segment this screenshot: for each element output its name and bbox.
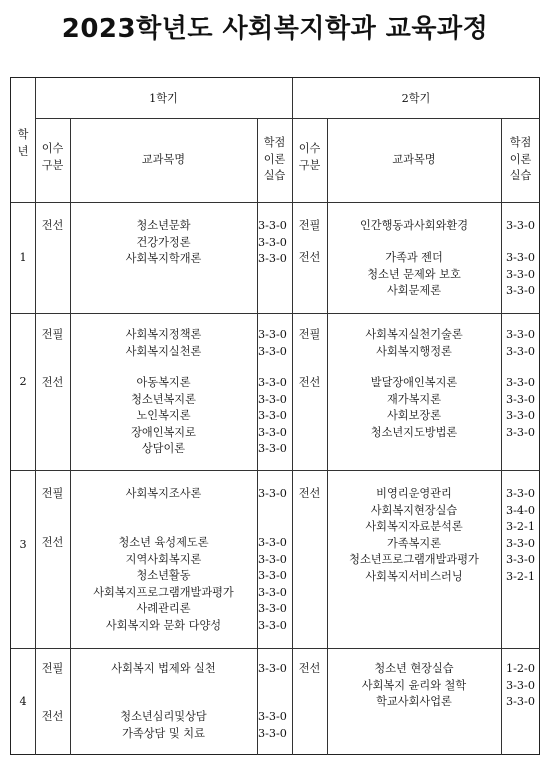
credit-list: [501, 486, 540, 585]
course-type: 전선: [298, 376, 321, 389]
course-name: 노인복지론: [136, 409, 191, 422]
course-name: 사회복지실천기술론: [365, 328, 463, 341]
course-name: 발달장애인복지론: [370, 376, 458, 389]
year-column-header: 학 년: [17, 128, 29, 158]
course-credit: 3-3-0: [506, 219, 535, 232]
course-list: [70, 218, 257, 268]
course-type: 전필: [41, 328, 64, 341]
course-name: 청소년 현장실습: [374, 662, 454, 675]
course-name: 장애인복지로: [131, 425, 196, 439]
course-name: 사회복지행정론: [376, 344, 452, 358]
course-name: 건강가정론: [136, 235, 191, 249]
course-credit: 3-4-0: [506, 503, 535, 517]
column-divider: [35, 78, 36, 755]
course-name: 사회복지와 문화 다양성: [105, 618, 222, 632]
course-credit: 3-3-0: [258, 552, 287, 566]
course-credit: 3-3-0: [506, 251, 535, 264]
course-name: 사회복지학개론: [125, 252, 202, 265]
course-name: 청소년 육성제도론: [118, 536, 209, 549]
page-title: 2023학년도 사회복지학과 교육과정: [61, 14, 489, 44]
year-divider: [11, 470, 540, 471]
course-name: 청소년활동: [136, 569, 191, 582]
course-credit: 3-3-0: [506, 695, 535, 708]
course-name: 사회복지프로그램개발과평가: [93, 585, 234, 599]
course-name: 사회복지실천론: [125, 344, 202, 358]
course-name: 청소년복지론: [131, 392, 196, 406]
course-credit: 3-2-1: [506, 520, 535, 533]
credit-list: [258, 709, 292, 742]
course-list: [70, 327, 257, 360]
course-credit: 3-3-0: [506, 425, 535, 439]
course-name: 사례관리론: [136, 602, 191, 615]
course-credit: 3-3-0: [258, 252, 287, 265]
course-name: 상담이론: [141, 442, 186, 455]
course-type: 전선: [298, 251, 321, 264]
course-name: 가족복지론: [386, 536, 442, 550]
year-divider: [11, 313, 540, 314]
course-credit: 3-3-0: [258, 662, 287, 675]
course-credit: 3-3-0: [258, 392, 287, 406]
course-name: 가족과 젠더: [385, 251, 443, 264]
course-list: [70, 535, 257, 634]
course-name: 아동복지론: [136, 376, 191, 389]
course-column-header: 교과목명: [141, 153, 186, 166]
course-name: 청소년심리및상담: [120, 710, 207, 723]
course-list: [70, 709, 257, 742]
year-label: 1: [19, 251, 27, 264]
course-credit: 3-3-0: [506, 536, 535, 550]
year-label: 3: [19, 538, 27, 551]
course-name: 사회복지자료분석론: [365, 520, 463, 533]
course-credit: 3-3-0: [506, 376, 535, 389]
course-list: [327, 250, 501, 300]
course-list: [327, 327, 501, 360]
course-list: [327, 486, 501, 585]
type-column-header: 이수 구분: [298, 142, 321, 172]
course-column-header: 교과목명: [392, 153, 436, 166]
course-type: 전선: [298, 487, 321, 500]
credit-list: [501, 661, 540, 711]
course-name: 인간행동과사회와환경: [359, 219, 469, 232]
course-type: 전선: [41, 536, 64, 549]
course-credit: 3-2-1: [506, 569, 535, 583]
column-divider: [292, 78, 293, 755]
header-divider: [35, 118, 540, 119]
course-name: 사회복지현장실습: [370, 503, 458, 517]
year-label: 4: [19, 695, 27, 708]
credit-list: [258, 327, 292, 360]
course-credit: 3-3-0: [506, 678, 535, 692]
semester1-header: 1학기: [149, 92, 178, 105]
course-name: 청소년문화: [136, 219, 191, 232]
course-type: 전선: [41, 376, 64, 389]
course-credit: 3-3-0: [258, 726, 287, 740]
header-bottom-rule: [11, 202, 540, 203]
course-credit: 3-3-0: [506, 409, 535, 422]
course-credit: 3-3-0: [258, 328, 287, 341]
course-name: 학교사회사업론: [376, 695, 452, 708]
course-name: 재가복지론: [386, 392, 442, 406]
course-name: 가족상담 및 치료: [122, 726, 205, 740]
course-type: 전필: [298, 328, 321, 341]
course-credit: 1-2-0: [506, 662, 535, 675]
course-name: 사회복지서비스러닝: [365, 569, 463, 583]
credit-column-header: 학점 이론 실습: [263, 136, 286, 182]
course-type: 전선: [298, 662, 321, 675]
course-credit: 3-3-0: [506, 392, 535, 406]
course-credit: 3-3-0: [258, 569, 287, 582]
curriculum-table: [10, 77, 540, 755]
credit-column-header: 학점 이론 실습: [509, 136, 532, 182]
credit-list: [258, 375, 292, 458]
course-credit: 3-3-0: [258, 710, 287, 723]
course-credit: 3-3-0: [258, 536, 287, 549]
course-name: 청소년지도방법론: [370, 425, 458, 439]
course-credit: 3-3-0: [258, 219, 287, 232]
course-type: 전선: [41, 710, 64, 723]
course-name: 비영리운영관리: [376, 487, 452, 500]
course-credit: 3-3-0: [258, 409, 287, 422]
course-name: 사회복지정책론: [125, 328, 202, 341]
course-name: 사회보장론: [386, 409, 442, 422]
course-name: 사회복지조사론: [125, 487, 202, 500]
course-name: 지역사회복지론: [125, 552, 202, 566]
course-credit: 3-3-0: [506, 487, 535, 500]
year-label: 2: [19, 375, 27, 388]
course-credit: 3-3-0: [258, 442, 287, 455]
course-credit: 3-3-0: [258, 344, 287, 358]
type-column-header: 이수 구분: [41, 142, 64, 172]
course-credit: 3-3-0: [506, 328, 535, 341]
course-list: [327, 661, 501, 711]
course-credit: 3-3-0: [506, 553, 535, 566]
course-credit: 3-3-0: [506, 284, 535, 297]
course-credit: 3-3-0: [258, 425, 287, 439]
course-name: 청소년프로그램개발과평가: [349, 553, 479, 566]
course-credit: 3-3-0: [258, 235, 287, 249]
course-credit: 3-3-0: [506, 344, 535, 358]
semester2-header: 2학기: [401, 92, 431, 105]
course-credit: 3-3-0: [258, 585, 287, 599]
credit-list: [258, 535, 292, 634]
year-divider: [11, 648, 540, 649]
course-name: 사회복지 윤리와 철학: [361, 678, 467, 692]
course-credit: 3-3-0: [258, 487, 287, 500]
course-credit: 3-3-0: [258, 618, 287, 632]
credit-list: [501, 250, 540, 300]
course-name: 청소년 문제와 보호: [367, 267, 461, 281]
course-type: 전필: [298, 219, 321, 232]
course-type: 전필: [41, 662, 64, 675]
course-credit: 3-3-0: [258, 602, 287, 615]
course-list: [327, 375, 501, 441]
course-type: 전선: [41, 219, 64, 232]
credit-list: [501, 375, 540, 441]
credit-list: [258, 218, 292, 268]
credit-list: [501, 327, 540, 360]
course-type: 전필: [41, 487, 64, 500]
course-list: [70, 375, 257, 458]
course-credit: 3-3-0: [506, 267, 535, 281]
course-name: 사회복지 법제와 실천: [111, 662, 216, 675]
course-credit: 3-3-0: [258, 376, 287, 389]
course-name: 사회문제론: [386, 284, 442, 297]
